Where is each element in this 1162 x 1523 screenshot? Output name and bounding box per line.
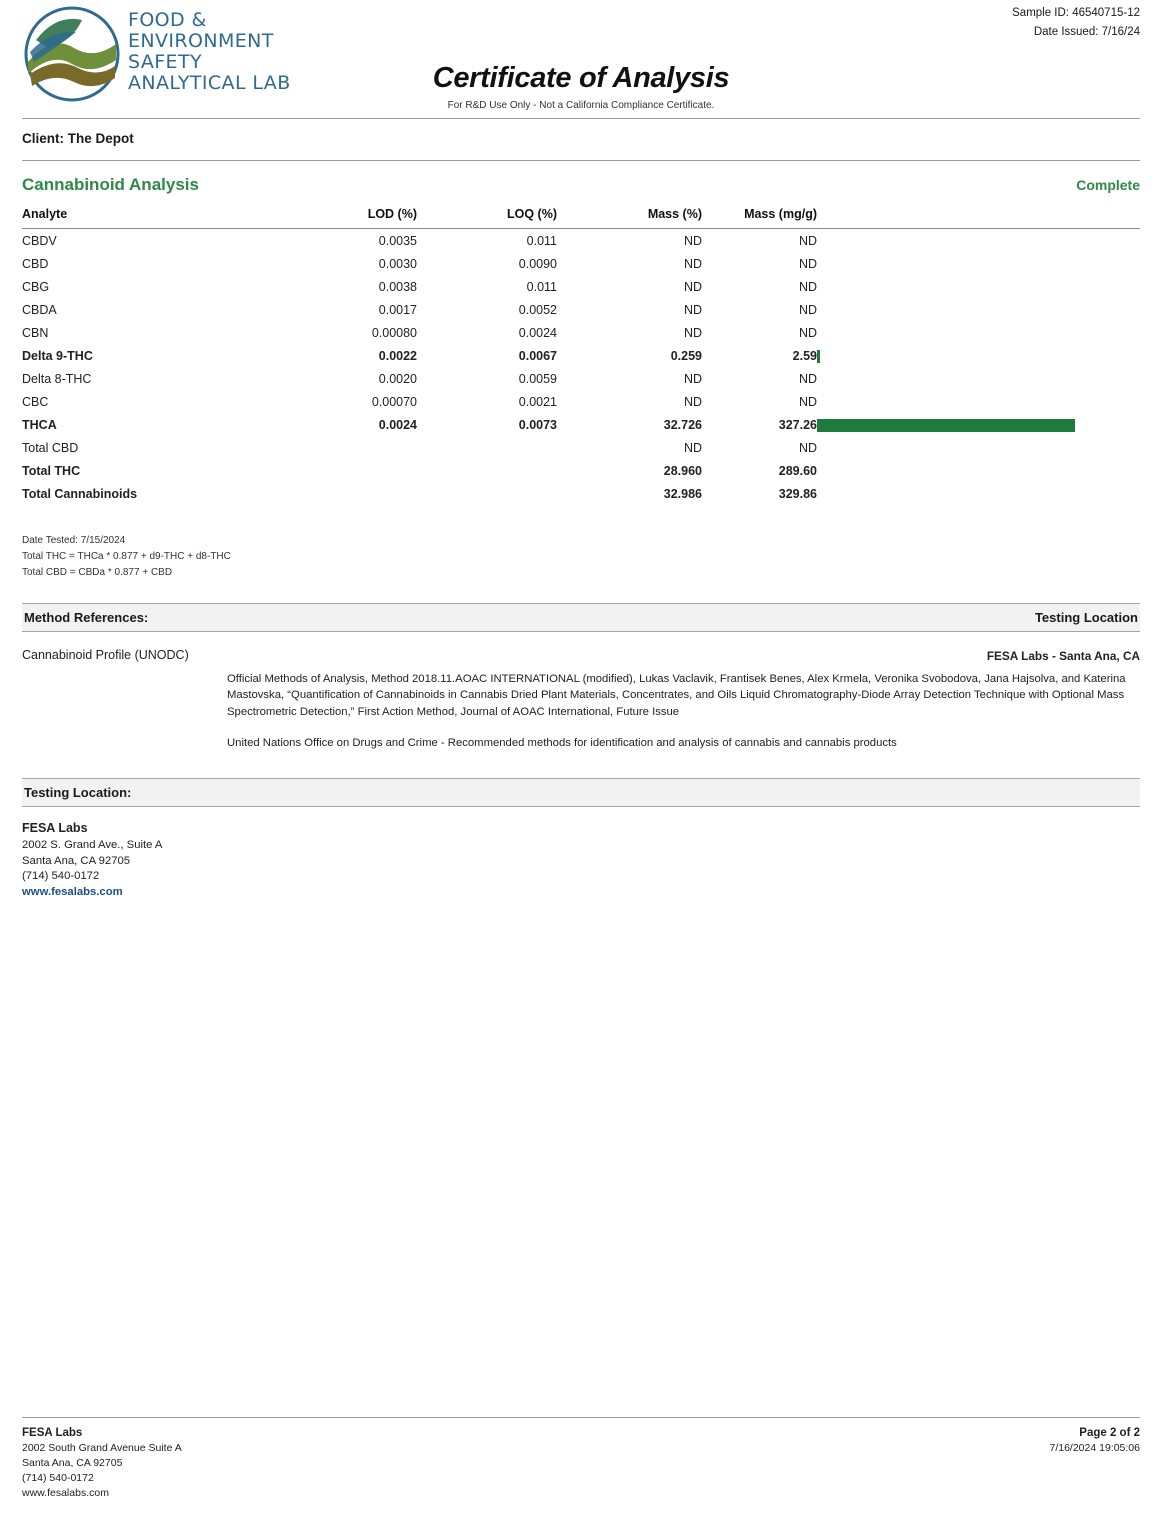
footer-page-info (1049, 1426, 1140, 1501)
cell-lod: 0.00070 (371, 394, 417, 409)
lab-name: FESA Labs (22, 820, 88, 835)
page-number: Page 2 of 2 (1079, 1427, 1140, 1439)
logo-line-3: SAFETY (128, 51, 202, 73)
logo-line-4: ANALYTICAL LAB (128, 72, 291, 94)
logo-line-2: ENVIRONMENT (128, 30, 274, 52)
cell-lod: 0.0035 (378, 233, 417, 248)
client-divider (22, 160, 1140, 161)
cell-mass-pct: ND (683, 394, 702, 409)
cell-loq: 0.0059 (518, 371, 557, 386)
cell-bar (817, 436, 1140, 459)
cell-analyte: CBDA (22, 302, 57, 317)
cell-analyte: Delta 8-THC (22, 371, 92, 386)
cell-lod (277, 482, 417, 505)
cell-analyte: CBC (22, 394, 49, 409)
cell-loq: 0.011 (526, 233, 557, 248)
cell-mass-mgg: ND (798, 302, 817, 317)
cell-loq (417, 459, 557, 482)
cell-loq: 0.0073 (518, 417, 557, 432)
cell-lod: 0.0017 (378, 302, 417, 317)
note-date-tested: Date Tested: 7/15/2024 (22, 535, 126, 547)
cell-analyte: CBN (22, 325, 49, 340)
lab-phone: (714) 540-0172 (22, 870, 100, 883)
method-profile: Cannabinoid Profile (UNODC) (22, 648, 189, 663)
document-header (22, 0, 1140, 118)
cell-lod: 0.00080 (371, 325, 417, 340)
method-testing-location: FESA Labs - Santa Ana, CA (986, 649, 1140, 664)
table-row (22, 413, 1140, 436)
cell-lod (277, 459, 417, 482)
note-total-thc-formula: Total THC = THCa * 0.877 + d9-THC + d8-THC (22, 551, 231, 563)
cell-mass-mgg: ND (798, 233, 817, 248)
cell-mass-mgg: ND (798, 279, 817, 294)
footer-address-line-1: 2002 South Grand Avenue Suite A (22, 1442, 182, 1454)
cell-bar (817, 367, 1140, 390)
cell-bar (817, 459, 1140, 482)
cell-mass-pct: ND (683, 233, 702, 248)
cell-bar (817, 229, 1140, 253)
footer-phone: (714) 540-0172 (22, 1472, 94, 1484)
cell-loq: 0.0090 (518, 256, 557, 271)
cell-analyte: Total Cannabinoids (22, 486, 138, 501)
cell-mass-pct: 32.726 (663, 417, 702, 432)
lab-address-block (22, 821, 1140, 901)
note-total-cbd-formula: Total CBD = CBDa * 0.877 + CBD (22, 567, 173, 579)
cell-analyte: Total CBD (22, 440, 79, 455)
page-title: Certificate of Analysis (432, 62, 730, 94)
cell-analyte: CBD (22, 256, 49, 271)
cell-bar (817, 298, 1140, 321)
table-row (22, 436, 1140, 459)
table-row (22, 252, 1140, 275)
cell-lod: 0.0024 (378, 417, 417, 432)
table-row (22, 321, 1140, 344)
col-mass-mgg: Mass (mg/g) (702, 207, 817, 229)
cell-loq (417, 482, 557, 505)
cell-mass-mgg: ND (798, 256, 817, 271)
table-row (22, 459, 1140, 482)
table-row (22, 367, 1140, 390)
cannabinoid-table (22, 207, 1140, 505)
footer-timestamp: 7/16/2024 19:05:06 (1049, 1442, 1140, 1454)
cell-mass-pct: ND (683, 371, 702, 386)
table-row (22, 298, 1140, 321)
cell-mass-mgg: ND (798, 371, 817, 386)
table-row (22, 482, 1140, 505)
col-lod: LOD (%) (277, 207, 417, 229)
cell-loq: 0.0067 (518, 348, 557, 363)
cell-bar (817, 344, 1140, 367)
cell-bar (817, 321, 1140, 344)
date-issued: Date Issued: 7/16/24 (1033, 26, 1140, 38)
cell-loq: 0.0024 (518, 325, 557, 340)
logo-line-1: FOOD & (128, 9, 207, 31)
cell-lod: 0.0020 (378, 371, 417, 386)
footer-address-line-2: Santa Ana, CA 92705 (22, 1457, 123, 1469)
method-paragraph-2: United Nations Office on Drugs and Crime - Recommended methods for identification and analysis of cannabis and cannabis products (227, 737, 897, 750)
cell-loq: 0.0052 (518, 302, 557, 317)
cell-lod: 0.0022 (378, 348, 417, 363)
section-title: Cannabinoid Analysis (22, 175, 199, 194)
table-body (22, 229, 1140, 506)
sample-id: Sample ID: 46540715-12 (1012, 7, 1140, 19)
cell-bar (817, 390, 1140, 413)
table-row (22, 275, 1140, 298)
cell-mass-mgg: 327.26 (778, 417, 817, 432)
lab-address-line-1: 2002 S. Grand Ave., Suite A (22, 839, 163, 852)
table-header-row (22, 207, 1140, 229)
cannabinoid-section-header (22, 175, 1140, 195)
cell-mass-pct: 0.259 (670, 348, 702, 363)
method-body (22, 648, 1140, 752)
method-details (227, 648, 1140, 752)
method-references-label: Method References: (24, 610, 149, 626)
testing-location-label: Testing Location (1034, 610, 1138, 626)
cell-lod: 0.0038 (378, 279, 417, 294)
cell-mass-mgg: 329.86 (778, 486, 817, 501)
method-references-band (22, 603, 1140, 632)
method-paragraph-1: Official Methods of Analysis, Method 2018.11.AOAC INTERNATIONAL (modified), Lukas Vaclavik, Frantisek Benes, Alex Krmela, Veronika Svobodova, Jana Hajsolva, and Katerina Mastovska, “Quantification of Cannabinoids in Cannabis Dried Plant Materials, Concentrates, and Oils Liquid Chromatography-Diode Array Detection Technique with Optional Mass Spectrometric Detection,” First Action Method, Journal of AOAC International, Future Issue (227, 672, 1126, 718)
client-name: Client: The Depot (22, 131, 134, 146)
cell-mass-mgg: 2.59 (792, 348, 817, 363)
cell-bar (817, 482, 1140, 505)
cell-mass-mgg: ND (798, 325, 817, 340)
cell-bar (817, 413, 1140, 436)
cell-analyte: Total THC (22, 463, 81, 478)
col-analyte: Analyte (22, 207, 277, 229)
cell-loq: 0.0021 (518, 394, 557, 409)
cell-analyte: CBDV (22, 233, 57, 248)
cell-mass-mgg: ND (798, 394, 817, 409)
footer-website[interactable]: www.fesalabs.com (22, 1487, 109, 1499)
cell-lod (277, 436, 417, 459)
sample-meta (1012, 4, 1140, 42)
cell-mass-pct: ND (683, 325, 702, 340)
analysis-notes (22, 533, 1140, 581)
table-row (22, 229, 1140, 253)
cell-mass-mgg: ND (798, 440, 817, 455)
footer-lab-info (22, 1426, 182, 1501)
col-bar (817, 207, 1140, 229)
cell-mass-pct: ND (683, 279, 702, 294)
cell-bar (817, 275, 1140, 298)
table-row (22, 344, 1140, 367)
cell-lod: 0.0030 (378, 256, 417, 271)
status-badge: Complete (1076, 177, 1140, 193)
cell-analyte: CBG (22, 279, 50, 294)
cell-analyte: Delta 9-THC (22, 348, 93, 363)
value-bar (817, 350, 820, 363)
lab-website-link[interactable]: www.fesalabs.com (22, 885, 123, 898)
table-row (22, 390, 1140, 413)
cell-analyte: THCA (22, 417, 57, 432)
cell-loq (417, 436, 557, 459)
document-footer (22, 1417, 1140, 1501)
cell-mass-mgg: 289.60 (778, 463, 817, 478)
cell-mass-pct: ND (683, 440, 702, 455)
lab-address-line-2: Santa Ana, CA 92705 (22, 854, 131, 867)
cell-mass-pct: 28.960 (663, 463, 702, 478)
testing-location-band (22, 778, 1140, 807)
testing-location-band-label: Testing Location: (24, 784, 132, 800)
cell-mass-pct: ND (683, 302, 702, 317)
cell-mass-pct: 32.986 (663, 486, 702, 501)
col-mass-pct: Mass (%) (557, 207, 702, 229)
value-bar (817, 419, 1075, 432)
col-loq: LOQ (%) (417, 207, 557, 229)
cell-loq: 0.011 (526, 279, 557, 294)
cell-mass-pct: ND (683, 256, 702, 271)
cell-bar (817, 252, 1140, 275)
footer-lab-name: FESA Labs (22, 1427, 83, 1439)
page-subtitle: For R&D Use Only - Not a California Compliance Certificate. (447, 100, 715, 111)
